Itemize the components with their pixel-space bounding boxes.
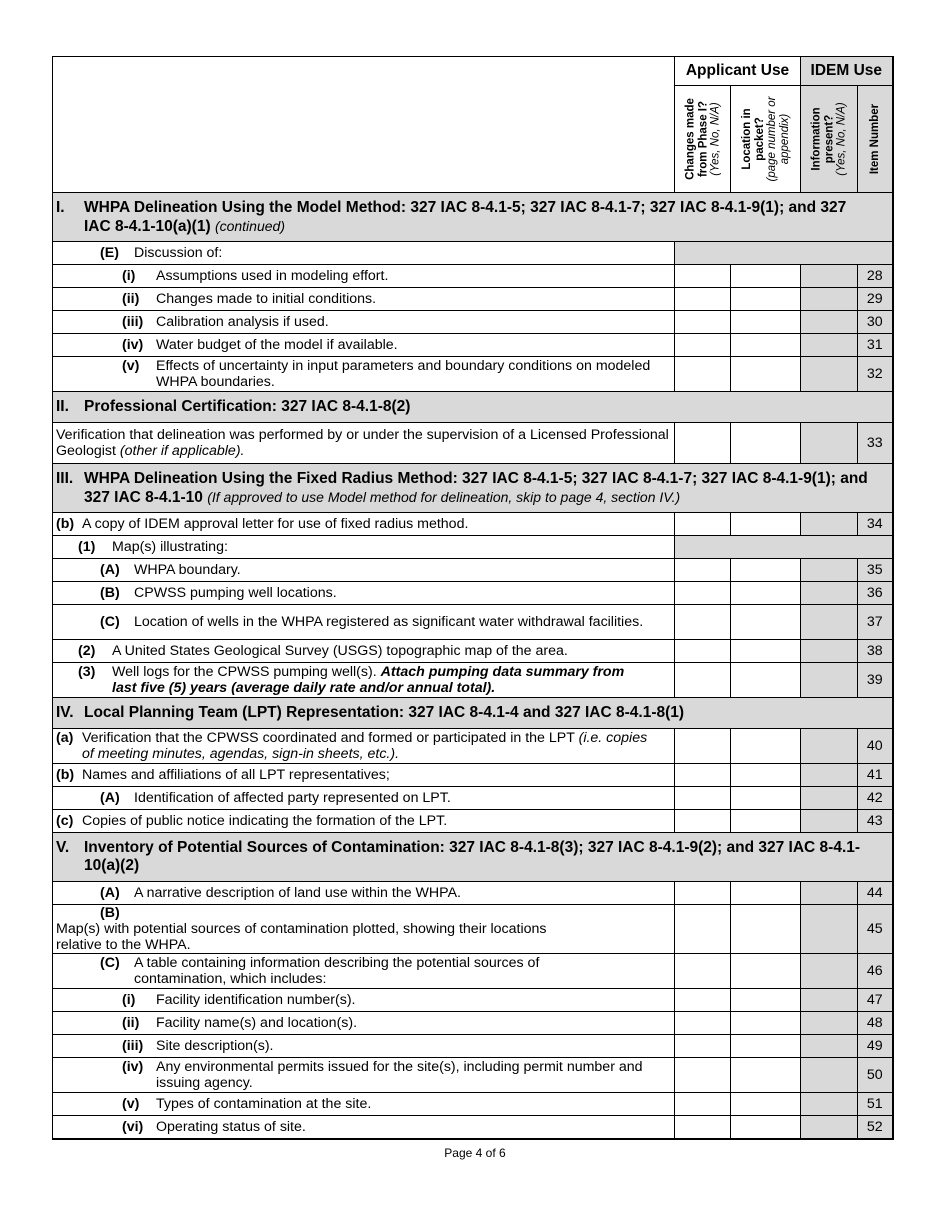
location-input[interactable] — [731, 265, 801, 288]
item-number: 30 — [858, 311, 893, 334]
location-input[interactable] — [731, 357, 801, 392]
changes-input[interactable] — [675, 1058, 731, 1093]
changes-input[interactable] — [675, 1093, 731, 1116]
section-heading: II. Professional Certification: 327 IAC 8-4.1-8(2) — [53, 392, 893, 423]
item-text: (iii) Site description(s). — [53, 1035, 675, 1058]
info-present-cell — [801, 513, 858, 536]
item-number: 42 — [858, 787, 893, 810]
item-text: (2) A United States Geological Survey (USGS) topographic map of the area. — [53, 640, 675, 663]
info-present-cell — [801, 605, 858, 640]
item-number: 33 — [858, 423, 893, 464]
item-text: (iv) Any environmental permits issued for the site(s), including permit number and issuing agency. — [53, 1058, 675, 1093]
section-heading: V. Inventory of Potential Sources of Contamination: 327 IAC 8-4.1-8(3); 327 IAC 8-4.1-9(2); and 327 IAC 8-4.1-10(a)(2) — [53, 833, 893, 882]
location-input[interactable] — [731, 810, 801, 833]
location-input[interactable] — [731, 288, 801, 311]
item-text: (b) Names and affiliations of all LPT representatives; — [53, 764, 675, 787]
item-number: 48 — [858, 1012, 893, 1035]
location-input[interactable] — [731, 334, 801, 357]
changes-input[interactable] — [675, 311, 731, 334]
info-present-cell — [801, 559, 858, 582]
changes-input[interactable] — [675, 882, 731, 905]
item-number: 49 — [858, 1035, 893, 1058]
info-present-cell — [801, 288, 858, 311]
info-present-cell — [801, 357, 858, 392]
location-input[interactable] — [731, 1058, 801, 1093]
info-present-cell — [801, 1093, 858, 1116]
item-number: 46 — [858, 954, 893, 989]
item-label-row: (E) Discussion of: — [53, 242, 675, 265]
item-number: 51 — [858, 1093, 893, 1116]
applicant-use-header: Applicant Use — [675, 57, 801, 86]
location-input[interactable] — [731, 954, 801, 989]
item-text: (B)Map(s) with potential sources of contamination plotted, showing their locations relative to the WHPA. — [53, 905, 675, 954]
col-location-header: Location in packet? (page number or appendix) — [731, 86, 801, 193]
item-text: (iii) Calibration analysis if used. — [53, 311, 675, 334]
section-heading: III. WHPA Delineation Using the Fixed Radius Method: 327 IAC 8-4.1-5; 327 IAC 8-4.1-7; 327 IAC 8-4.1-9(1); and 327 IAC 8-4.1-10 (If approved to use Model method for delineation, skip to page 4, section IV.) — [53, 464, 893, 513]
item-text: (A) WHPA boundary. — [53, 559, 675, 582]
location-input[interactable] — [731, 729, 801, 764]
info-present-cell — [801, 1058, 858, 1093]
info-present-cell — [801, 810, 858, 833]
col-changes-header: Changes made from Phase I? (Yes, No, N/A) — [675, 86, 731, 193]
shaded-cell — [675, 242, 893, 265]
info-present-cell — [801, 729, 858, 764]
changes-input[interactable] — [675, 729, 731, 764]
location-input[interactable] — [731, 605, 801, 640]
info-present-cell — [801, 1012, 858, 1035]
changes-input[interactable] — [675, 357, 731, 392]
location-input[interactable] — [731, 764, 801, 787]
info-present-cell — [801, 582, 858, 605]
location-input[interactable] — [731, 1012, 801, 1035]
item-text: Verification that delineation was performed by or under the supervision of a Licensed Professional Geologist (other if applicable). — [53, 423, 675, 464]
header-blank — [53, 57, 675, 193]
location-input[interactable] — [731, 787, 801, 810]
item-text: (iv) Water budget of the model if available. — [53, 334, 675, 357]
item-number: 37 — [858, 605, 893, 640]
changes-input[interactable] — [675, 1012, 731, 1035]
location-input[interactable] — [731, 663, 801, 698]
item-text: (3) Well logs for the CPWSS pumping well(s). Attach pumping data summary from last five (5) years (average daily rate and/or annual total). — [53, 663, 675, 698]
item-number: 45 — [858, 905, 893, 954]
item-number: 34 — [858, 513, 893, 536]
section-heading: I. WHPA Delineation Using the Model Method: 327 IAC 8-4.1-5; 327 IAC 8-4.1-7; 327 IAC 8-4.1-9(1); and 327 IAC 8-4.1-10(a)(1) (continued) — [53, 193, 893, 242]
item-number: 40 — [858, 729, 893, 764]
info-present-cell — [801, 1035, 858, 1058]
changes-input[interactable] — [675, 605, 731, 640]
location-input[interactable] — [731, 423, 801, 464]
item-text: (v) Types of contamination at the site. — [53, 1093, 675, 1116]
location-input[interactable] — [731, 640, 801, 663]
changes-input[interactable] — [675, 787, 731, 810]
item-text: (a) Verification that the CPWSS coordinated and formed or participated in the LPT (i.e. copies of meeting minutes, agendas, sign-in sheets, etc.). — [53, 729, 675, 764]
item-text: (i) Facility identification number(s). — [53, 989, 675, 1012]
idem-use-header: IDEM Use — [801, 57, 893, 86]
changes-input[interactable] — [675, 265, 731, 288]
changes-input[interactable] — [675, 663, 731, 698]
info-present-cell — [801, 423, 858, 464]
checklist-table — [52, 56, 894, 1140]
item-number: 36 — [858, 582, 893, 605]
changes-input[interactable] — [675, 423, 731, 464]
info-present-cell — [801, 905, 858, 954]
item-number: 38 — [858, 640, 893, 663]
changes-input[interactable] — [675, 513, 731, 536]
item-number: 32 — [858, 357, 893, 392]
item-number: 44 — [858, 882, 893, 905]
info-present-cell — [801, 954, 858, 989]
info-present-cell — [801, 882, 858, 905]
location-input[interactable] — [731, 513, 801, 536]
location-input[interactable] — [731, 882, 801, 905]
item-number: 29 — [858, 288, 893, 311]
item-text: (vi) Operating status of site. — [53, 1116, 675, 1140]
section-heading: IV. Local Planning Team (LPT) Representation: 327 IAC 8-4.1-4 and 327 IAC 8-4.1-8(1) — [53, 698, 893, 729]
location-input[interactable] — [731, 905, 801, 954]
item-label-row: (1) Map(s) illustrating: — [53, 536, 675, 559]
changes-input[interactable] — [675, 559, 731, 582]
item-number: 41 — [858, 764, 893, 787]
shaded-cell — [675, 536, 893, 559]
item-number: 43 — [858, 810, 893, 833]
info-present-cell — [801, 663, 858, 698]
changes-input[interactable] — [675, 810, 731, 833]
changes-input[interactable] — [675, 640, 731, 663]
item-number: 47 — [858, 989, 893, 1012]
changes-input[interactable] — [675, 989, 731, 1012]
changes-input[interactable] — [675, 905, 731, 954]
item-text: (c) Copies of public notice indicating the formation of the LPT. — [53, 810, 675, 833]
item-number: 50 — [858, 1058, 893, 1093]
changes-input[interactable] — [675, 288, 731, 311]
info-present-cell — [801, 334, 858, 357]
changes-input[interactable] — [675, 582, 731, 605]
item-number: 52 — [858, 1116, 893, 1140]
info-present-cell — [801, 1116, 858, 1140]
location-input[interactable] — [731, 311, 801, 334]
col-item-number-header: Item Number — [858, 86, 893, 193]
info-present-cell — [801, 311, 858, 334]
item-number: 35 — [858, 559, 893, 582]
location-input[interactable] — [731, 1093, 801, 1116]
location-input[interactable] — [731, 559, 801, 582]
item-text: (C) Location of wells in the WHPA registered as significant water withdrawal facilities. — [53, 605, 675, 640]
changes-input[interactable] — [675, 334, 731, 357]
item-number: 39 — [858, 663, 893, 698]
item-text: (A) A narrative description of land use within the WHPA. — [53, 882, 675, 905]
changes-input[interactable] — [675, 954, 731, 989]
item-text: (ii) Changes made to initial conditions. — [53, 288, 675, 311]
item-text: (C) A table containing information describing the potential sources of contamination, which includes: — [53, 954, 675, 989]
item-text: (b) A copy of IDEM approval letter for use of fixed radius method. — [53, 513, 675, 536]
changes-input[interactable] — [675, 1116, 731, 1140]
item-number: 31 — [858, 334, 893, 357]
item-text: (v) Effects of uncertainty in input parameters and boundary conditions on modeled WHPA boundaries. — [53, 357, 675, 392]
page-number: Page 4 of 6 — [444, 1146, 506, 1160]
info-present-cell — [801, 265, 858, 288]
changes-input[interactable] — [675, 1035, 731, 1058]
item-text: (B) CPWSS pumping well locations. — [53, 582, 675, 605]
info-present-cell — [801, 640, 858, 663]
info-present-cell — [801, 787, 858, 810]
item-number: 28 — [858, 265, 893, 288]
location-input[interactable] — [731, 989, 801, 1012]
location-input[interactable] — [731, 1035, 801, 1058]
col-info-present-header: Information present? (Yes, No, N/A) — [801, 86, 858, 193]
item-text: (A) Identification of affected party represented on LPT. — [53, 787, 675, 810]
changes-input[interactable] — [675, 764, 731, 787]
item-text: (ii) Facility name(s) and location(s). — [53, 1012, 675, 1035]
info-present-cell — [801, 989, 858, 1012]
info-present-cell — [801, 764, 858, 787]
item-text: (i) Assumptions used in modeling effort. — [53, 265, 675, 288]
location-input[interactable] — [731, 582, 801, 605]
location-input[interactable] — [731, 1116, 801, 1140]
